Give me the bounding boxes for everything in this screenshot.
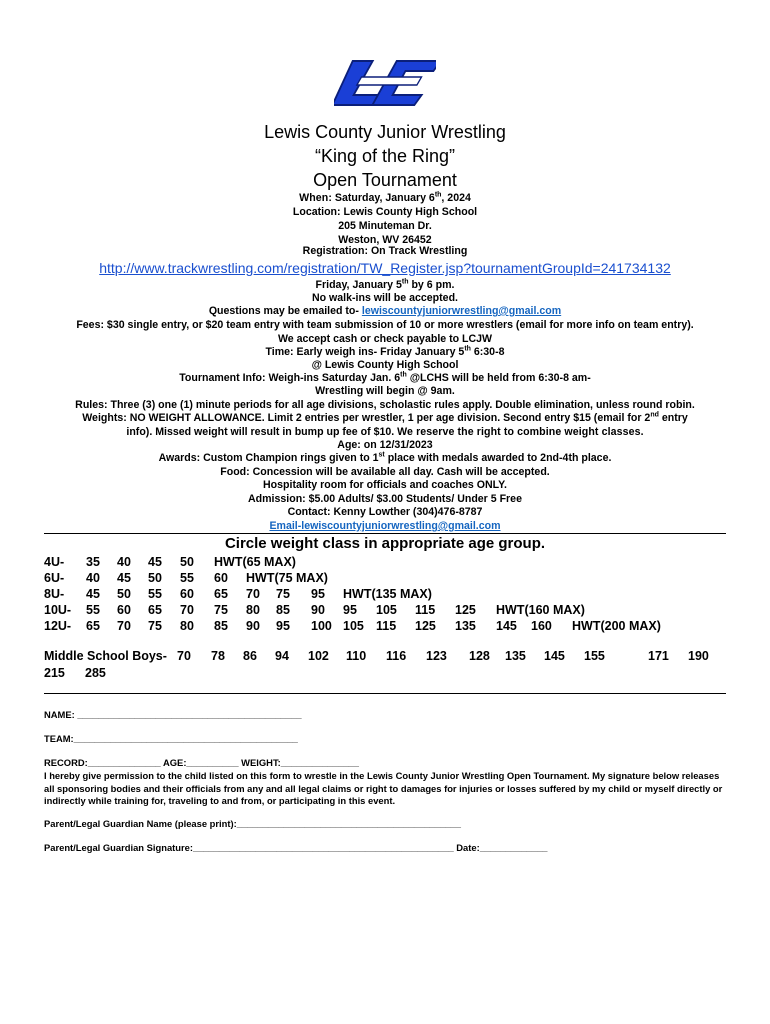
time-a: Time: Early weigh ins- Friday January 5 bbox=[265, 346, 465, 358]
weights-a: Weights: NO WEIGHT ALLOWANCE. Limit 2 entries per wrestler, 1 per age division. Second entry $15 (email for 2 bbox=[82, 412, 651, 424]
record-age-weight-fields[interactable]: RECORD:______________ AGE:__________ WEIGHT:_______________ bbox=[44, 757, 359, 768]
awards-line bbox=[0, 451, 770, 465]
weight-value: 90 bbox=[311, 603, 325, 617]
middle-school-label: Middle School Boys- bbox=[44, 649, 167, 663]
missed-text: info). Missed weight will result in bump up fee of $10. bbox=[126, 426, 398, 438]
fees: Fees: $30 single entry, or $20 team entry with team submission of 10 or more wrestlers (email for more info on team entry). bbox=[76, 319, 694, 331]
divider-top bbox=[44, 533, 726, 534]
rules: Rules: Three (3) one (1) minute periods for all age divisions, scholastic rules apply. Double elimination, unless round robin. bbox=[75, 399, 695, 411]
deadline-sup: th bbox=[401, 278, 409, 286]
hwt-value: HWT(160 MAX) bbox=[496, 603, 585, 617]
weight-value: 105 bbox=[376, 603, 397, 617]
weight-value: 160 bbox=[531, 619, 552, 633]
weight-value: 171 bbox=[648, 649, 669, 663]
deadline-b: by 6 pm. bbox=[408, 279, 455, 291]
weight-value: 80 bbox=[246, 603, 260, 617]
weight-value: 100 bbox=[311, 619, 332, 633]
weight-value: 85 bbox=[214, 619, 228, 633]
location: Location: Lewis County High School bbox=[292, 206, 478, 218]
weight-value: 85 bbox=[276, 603, 290, 617]
weight-value: 45 bbox=[86, 587, 100, 601]
when-sup: th bbox=[434, 191, 442, 199]
weights-b: entry bbox=[658, 412, 688, 424]
weight-value: 70 bbox=[117, 619, 131, 633]
contact-email-link[interactable]: Email-lewiscountyjuniorwrestling@gmail.com bbox=[269, 520, 501, 532]
weights-sup: nd bbox=[650, 411, 659, 419]
division-label: 12U- bbox=[44, 619, 72, 633]
address-line-2: Weston, WV 26452 bbox=[338, 234, 432, 246]
weight-value: 145 bbox=[496, 619, 517, 633]
guardian-signature-field[interactable]: Parent/Legal Guardian Signature:__________________________________________________ Date:_____________ bbox=[44, 842, 548, 853]
food: Food: Concession will be available all day. Cash will be accepted. bbox=[220, 466, 550, 478]
weight-value: 125 bbox=[415, 619, 436, 633]
info-b: @LCHS will be held from 6:30-8 am- bbox=[406, 372, 591, 384]
weight-value: 40 bbox=[117, 555, 131, 569]
weight-value: 70 bbox=[177, 649, 191, 663]
admission: Admission: $5.00 Adults/ $3.00 Students/ Under 5 Free bbox=[248, 493, 522, 505]
contact: Contact: Kenny Lowther (304)476-8787 bbox=[287, 506, 483, 518]
contact-email-line bbox=[0, 519, 770, 533]
begin-time: Wrestling will begin @ 9am. bbox=[315, 385, 455, 397]
weight-value: 90 bbox=[246, 619, 260, 633]
weight-value: 45 bbox=[117, 571, 131, 585]
registration-link[interactable]: http://www.trackwrestling.com/registration/TW_Register.jsp?tournamentGroupId=241734132 bbox=[99, 260, 671, 276]
name-field[interactable]: NAME: ___________________________________________ bbox=[44, 709, 302, 720]
weight-value: 70 bbox=[180, 603, 194, 617]
weight-value: 75 bbox=[148, 619, 162, 633]
division-label: 4U- bbox=[44, 555, 65, 569]
weight-value: 50 bbox=[117, 587, 131, 601]
weight-value: 55 bbox=[86, 603, 100, 617]
weight-value: 215 bbox=[44, 666, 65, 680]
weight-value: 95 bbox=[276, 619, 290, 633]
info-sup: th bbox=[400, 371, 407, 379]
weight-value: 125 bbox=[455, 603, 476, 617]
registration: Registration: On Track Wrestling bbox=[302, 245, 468, 257]
logo-mark bbox=[334, 61, 436, 105]
permission-statement: I hereby give permission to the child listed on this form to wrestle in the Lewis County Junior Wrestling Open Tournament. My signature below releases all sponsoring bodies and their officials from any and all legal claims or right to damages for injuries or losses suffered by my child or myself directly or indirectly while training for, traveling to and from, or participating in this event. bbox=[44, 770, 723, 806]
when-line bbox=[0, 191, 770, 205]
title-line-1: Lewis County Junior Wrestling bbox=[264, 122, 506, 142]
weight-value: 60 bbox=[117, 603, 131, 617]
time-b: 6:30-8 bbox=[470, 346, 505, 358]
weight-value: 65 bbox=[214, 587, 228, 601]
division-label: 6U- bbox=[44, 571, 65, 585]
hospitality: Hospitality room for officials and coaches ONLY. bbox=[263, 479, 507, 491]
weight-value: 60 bbox=[214, 571, 228, 585]
title-line-3: Open Tournament bbox=[313, 170, 457, 190]
title-line-2: “King of the Ring” bbox=[314, 146, 456, 166]
missed-bold: We reserve the right to combine weight classes. bbox=[397, 426, 644, 438]
weight-value: 285 bbox=[85, 666, 106, 680]
weight-value: 115 bbox=[415, 603, 436, 617]
hwt-value: HWT(75 MAX) bbox=[246, 571, 328, 585]
weight-value: 55 bbox=[180, 571, 194, 585]
weight-value: 110 bbox=[346, 649, 367, 663]
weight-value: 86 bbox=[243, 649, 257, 663]
awards-sup: st bbox=[378, 451, 385, 459]
weight-value: 116 bbox=[386, 649, 407, 663]
questions-line bbox=[0, 304, 770, 318]
weight-value: 75 bbox=[276, 587, 290, 601]
weight-value: 115 bbox=[376, 619, 397, 633]
lc-logo bbox=[334, 57, 436, 109]
weight-value: 55 bbox=[148, 587, 162, 601]
weight-value: 50 bbox=[180, 555, 194, 569]
hwt-value: HWT(135 MAX) bbox=[343, 587, 432, 601]
time-sup: th bbox=[464, 345, 471, 353]
hwt-value: HWT(200 MAX) bbox=[572, 619, 661, 633]
hwt-value: HWT(65 MAX) bbox=[214, 555, 296, 569]
weight-value: 65 bbox=[86, 619, 100, 633]
missed-line bbox=[0, 425, 770, 439]
info-line bbox=[0, 371, 770, 385]
when-label: When: bbox=[299, 192, 332, 204]
weight-class-heading: Circle weight class in appropriate age group. bbox=[224, 535, 546, 552]
weight-value: 135 bbox=[505, 649, 526, 663]
weight-value: 50 bbox=[148, 571, 162, 585]
awards-b: place with medals awarded to 2nd-4th place. bbox=[384, 452, 612, 464]
weight-value: 65 bbox=[148, 603, 162, 617]
guardian-name-field[interactable]: Parent/Legal Guardian Name (please print):___________________________________________ bbox=[44, 818, 461, 829]
questions-email-link[interactable]: lewiscountyjuniorwrestling@gmail.com bbox=[361, 305, 562, 317]
when-value: Saturday, January 6 bbox=[331, 192, 435, 204]
weight-value: 145 bbox=[544, 649, 565, 663]
division-label: 8U- bbox=[44, 587, 65, 601]
weight-value: 75 bbox=[214, 603, 228, 617]
weight-value: 60 bbox=[180, 587, 194, 601]
divider-bottom bbox=[44, 693, 726, 694]
age: Age: on 12/31/2023 bbox=[337, 439, 433, 451]
address-line-1: 205 Minuteman Dr. bbox=[338, 220, 432, 232]
division-label: 10U- bbox=[44, 603, 72, 617]
weight-value: 128 bbox=[469, 649, 490, 663]
payment: We accept cash or check payable to LCJW bbox=[277, 333, 493, 345]
weight-value: 190 bbox=[688, 649, 709, 663]
weight-value: 94 bbox=[275, 649, 289, 663]
weights-line bbox=[0, 411, 770, 425]
weight-value: 95 bbox=[343, 603, 357, 617]
weight-value: 123 bbox=[426, 649, 447, 663]
weight-value: 70 bbox=[246, 587, 260, 601]
info-a: Tournament Info: Weigh-ins Saturday Jan. 6 bbox=[179, 372, 401, 384]
deadline-a: Friday, January 5 bbox=[315, 279, 402, 291]
team-field[interactable]: TEAM:___________________________________________ bbox=[44, 733, 298, 744]
time-line bbox=[0, 345, 770, 359]
weight-value: 105 bbox=[343, 619, 364, 633]
weight-value: 78 bbox=[211, 649, 225, 663]
weight-value: 80 bbox=[180, 619, 194, 633]
weight-value: 35 bbox=[86, 555, 100, 569]
weight-value: 40 bbox=[86, 571, 100, 585]
deadline-line bbox=[0, 278, 770, 292]
weight-value: 135 bbox=[455, 619, 476, 633]
no-walkins: No walk-ins will be accepted. bbox=[311, 292, 458, 304]
when-year: , 2024 bbox=[441, 192, 471, 204]
weight-value: 45 bbox=[148, 555, 162, 569]
weight-value: 102 bbox=[308, 649, 329, 663]
questions-text: Questions may be emailed to- bbox=[208, 305, 362, 317]
awards-a: Awards: Custom Champion rings given to 1 bbox=[158, 452, 379, 464]
time-location: @ Lewis County High School bbox=[311, 359, 459, 371]
weight-value: 155 bbox=[584, 649, 605, 663]
weight-value: 95 bbox=[311, 587, 325, 601]
